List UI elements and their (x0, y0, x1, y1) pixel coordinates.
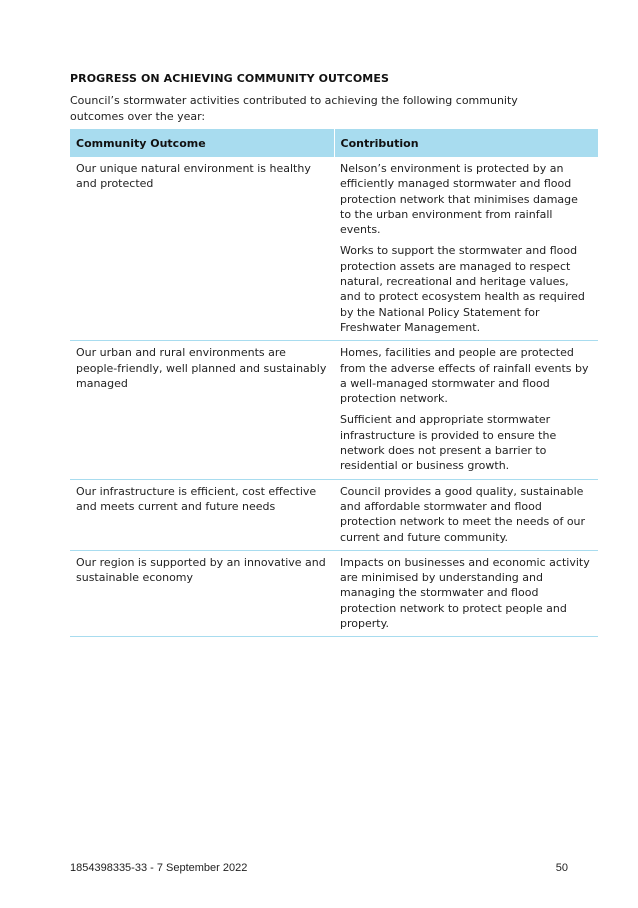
outcome-text: Our region is supported by an innovative and sustainable economy (76, 555, 326, 585)
outcome-text: Our urban and rural environments are people-friendly, well planned and sustainably managed (76, 346, 327, 390)
contribution-paragraph: Sufficient and appropriate stormwater infrastructure is provided to ensure the network does not present a barrier to residential or business growth. (340, 413, 557, 473)
intro-paragraph: Council’s stormwater activities contributed to achieving the following community outcomes over the year: (70, 94, 518, 123)
contribution-paragraph: Nelson’s environment is protected by an efficiently managed stormwater and flood protection network that minimises damage to the urban environment from rainfall events. (340, 162, 578, 237)
column-header-outcome: Community Outcome (70, 129, 334, 157)
contribution-paragraph: Works to support the stormwater and flood protection assets are managed to respect natural, recreational and heritage values, and to protect ecosystem health as required by the National Policy Statement for Freshwater Management. (340, 244, 585, 334)
contribution-cell (334, 341, 598, 479)
community-outcomes-table (70, 129, 598, 637)
section-heading: PROGRESS ON ACHIEVING COMMUNITY OUTCOMES (70, 72, 389, 85)
contribution-cell (334, 479, 598, 550)
contribution-paragraph: Impacts on businesses and economic activity are minimised by understanding and managing the stormwater and flood protection network to protect people and property. (340, 555, 590, 631)
outcome-cell (70, 157, 334, 341)
outcome-text: Our unique natural environment is healthy and protected (76, 162, 311, 191)
contribution-cell (334, 157, 598, 341)
outcome-cell (70, 341, 334, 479)
table-row (70, 157, 598, 341)
contribution-paragraph: Council provides a good quality, sustainable and affordable stormwater and flood protection network to meet the needs of our current and future community. (340, 484, 586, 544)
outcome-text: Our infrastructure is efficient, cost effective and meets current and future needs (76, 484, 317, 513)
table-row (70, 479, 598, 550)
table-row (70, 550, 598, 636)
contribution-cell (334, 550, 598, 636)
footer-page-number: 50 (555, 862, 568, 874)
column-header-contribution: Contribution (334, 129, 598, 157)
contribution-paragraph: Homes, facilities and people are protected from the adverse effects of rainfall events by a well-managed stormwater and flood protection network. (340, 346, 589, 406)
footer-doc-reference: 1854398335-33 - 7 September 2022 (70, 862, 248, 874)
outcome-cell (70, 479, 334, 550)
table-row (70, 341, 598, 479)
outcome-cell (70, 550, 334, 636)
table-header-row (70, 129, 598, 157)
